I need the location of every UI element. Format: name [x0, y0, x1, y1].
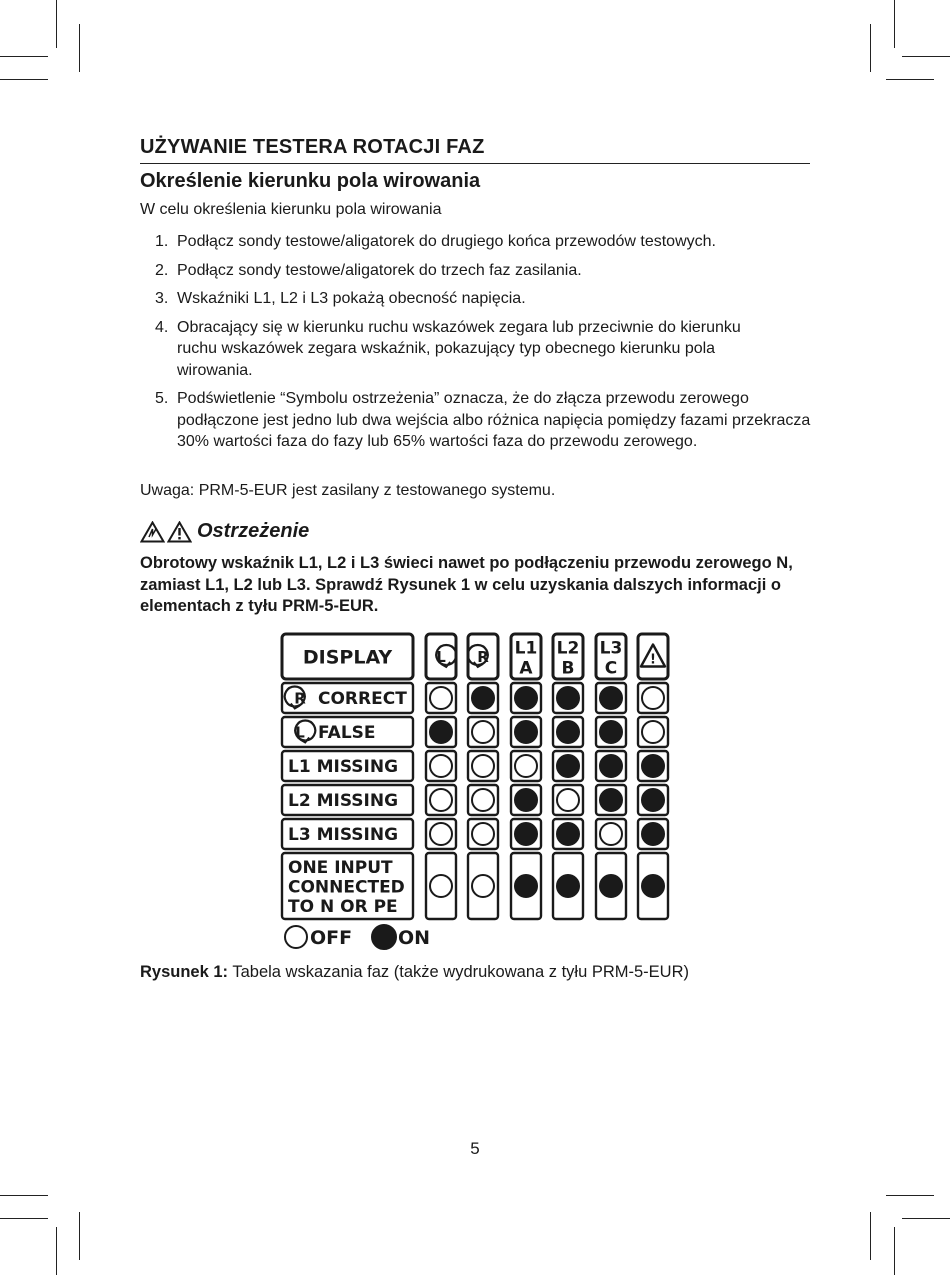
crop-mark	[79, 24, 80, 72]
legend-off-label: OFF	[310, 927, 353, 949]
indicator-off	[472, 789, 494, 811]
steps-list	[140, 231, 820, 460]
column-header-label: L2	[556, 638, 580, 659]
crop-mark	[0, 56, 48, 57]
indicator-on	[600, 755, 622, 777]
indicator-on	[600, 875, 622, 897]
intro-text: W celu określenia kierunku pola wirowania	[140, 201, 442, 218]
row-label: L3 MISSING	[288, 825, 399, 845]
indicator-off	[642, 687, 664, 709]
column-header-sub: A	[519, 658, 533, 679]
step-number: 4.	[155, 318, 169, 336]
indicator-on	[600, 687, 622, 709]
crop-mark	[894, 0, 895, 48]
indicator-on	[515, 789, 537, 811]
legend-on-icon	[372, 925, 396, 949]
title-rule	[140, 163, 810, 164]
step-number: 5.	[155, 390, 169, 407]
indicator-off	[642, 721, 664, 743]
warning-heading	[140, 520, 309, 543]
row-label: ONE INPUT	[288, 858, 393, 878]
indicator-on	[430, 721, 452, 743]
indicator-on	[642, 789, 664, 811]
indicator-on	[557, 875, 579, 897]
indicator-on	[557, 687, 579, 709]
step-number: 1.	[155, 233, 169, 250]
indicator-off	[430, 823, 452, 845]
step-text: Podłącz sondy testowe/aligatorek do trzech faz zasilania.	[177, 261, 582, 279]
warning-symbol-icon	[140, 521, 165, 543]
row-label: FALSE	[318, 723, 376, 743]
legend-off-icon	[285, 926, 307, 948]
indicator-off	[557, 789, 579, 811]
step-number: 3.	[155, 290, 169, 307]
row-label: L1 MISSING	[288, 757, 399, 777]
indicator-off	[600, 823, 622, 845]
indicator-on	[642, 755, 664, 777]
step-text: Obracający się w kierunku ruchu wskazówek zegara lub przeciwnie do kierunku ruchu wskazówek zegara wskaźnik, pokazujący typ obecnego kierunku pola wirowania.	[177, 318, 741, 379]
indicator-on	[600, 789, 622, 811]
crop-mark	[56, 0, 57, 48]
step-text: Podświetlenie “Symbolu ostrzeżenia” oznacza, że do złącza przewodu zerowego podłączone jest jedno lub dwa wejścia albo różnica napięcia pomiędzy fazami przekracza 30% wartości faza do fazy lub 65% wartości faza do przewodu zerowego.	[177, 390, 811, 450]
indicator-on	[600, 721, 622, 743]
rotation-left-icon: L	[295, 723, 305, 742]
section-title: UŻYWANIE TESTERA ROTACJI FAZ	[140, 136, 485, 158]
crop-mark	[79, 1212, 80, 1260]
indicator-on	[642, 823, 664, 845]
caption-text: Tabela wskazania faz (także wydrukowana z tyłu PRM-5-EUR)	[232, 963, 690, 981]
note-text: Uwaga: PRM-5-EUR jest zasilany z testowanego systemu.	[140, 482, 556, 499]
row-label: CONNECTED	[288, 877, 405, 898]
row-label: TO N OR PE	[288, 897, 398, 917]
rotation-left-icon: L	[436, 648, 446, 666]
indicator-off	[472, 721, 494, 743]
indicator-off	[430, 687, 452, 709]
indicator-on	[515, 721, 537, 743]
rotation-right-icon: R	[477, 648, 489, 666]
crop-mark	[886, 79, 934, 80]
indicator-on	[557, 823, 579, 845]
step-item	[140, 231, 820, 253]
column-header-label: L3	[599, 638, 623, 659]
indicator-on	[515, 687, 537, 709]
legend-on-label: ON	[398, 927, 431, 949]
indicator-on	[642, 875, 664, 897]
row-label: CORRECT	[318, 689, 407, 709]
indicator-off	[472, 755, 494, 777]
indicator-off	[430, 789, 452, 811]
step-item	[140, 288, 820, 310]
warning-text: Obrotowy wskaźnik L1, L2 i L3 świeci nawet po podłączeniu przewodu zerowego N, zamiast L1, L2 lub L3. Sprawdź Rysunek 1 w celu uzyskania dalszych informacji o elementach z tyłu PRM-5-EUR.	[140, 554, 793, 615]
crop-mark	[870, 24, 871, 72]
rotation-right-icon: R	[294, 689, 306, 708]
row-label: L2 MISSING	[288, 791, 399, 811]
crop-mark	[886, 1195, 934, 1196]
step-item	[140, 317, 777, 382]
warning-triangle-icon: !	[650, 652, 656, 668]
column-header-sub: B	[561, 658, 575, 679]
crop-mark	[894, 1227, 895, 1275]
indicator-off	[472, 823, 494, 845]
caption-label: Rysunek 1:	[140, 963, 229, 981]
column-header-sub: C	[604, 658, 618, 679]
step-item	[140, 388, 827, 453]
indicator-off	[430, 875, 452, 897]
step-text: Podłącz sondy testowe/aligatorek do drugiego końca przewodów testowych.	[177, 233, 716, 250]
indicator-on	[557, 755, 579, 777]
step-item	[140, 260, 820, 282]
display-header-label: DISPLAY	[302, 646, 393, 669]
indicator-off	[430, 755, 452, 777]
crop-mark	[0, 1195, 48, 1196]
crop-mark	[902, 1218, 950, 1219]
indicator-off	[472, 875, 494, 897]
step-text: Wskaźniki L1, L2 i L3 pokażą obecność napięcia.	[177, 290, 526, 307]
page-number: 5	[470, 1139, 480, 1158]
crop-mark	[902, 56, 950, 57]
column-header-label: L1	[514, 638, 538, 659]
crop-mark	[0, 79, 48, 80]
crop-mark	[0, 1218, 48, 1219]
indicator-on	[515, 823, 537, 845]
indicator-off	[515, 755, 537, 777]
warning-triangle-icon	[167, 521, 192, 543]
warning-title: Ostrzeżenie	[197, 520, 310, 542]
figure-caption	[140, 963, 689, 982]
indicator-on	[515, 875, 537, 897]
phase-indication-table	[278, 628, 673, 953]
crop-mark	[56, 1227, 57, 1275]
subsection-title: Określenie kierunku pola wirowania	[140, 170, 481, 192]
crop-mark	[870, 1212, 871, 1260]
indicator-on	[557, 721, 579, 743]
indicator-on	[472, 687, 494, 709]
step-number: 2.	[155, 261, 169, 279]
